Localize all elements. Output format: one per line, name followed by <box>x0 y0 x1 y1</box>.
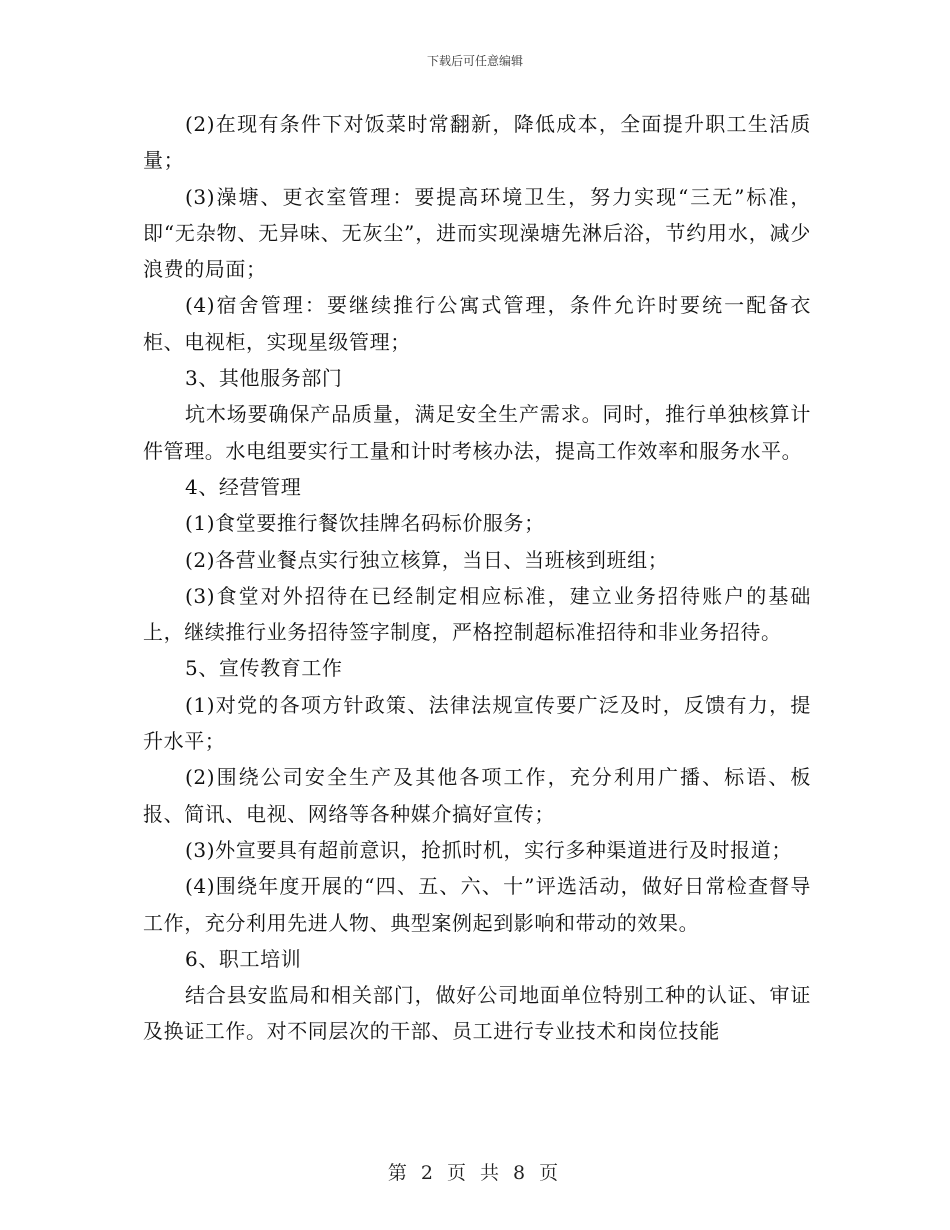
page-header: 下载后可任意编辑 <box>426 54 523 68</box>
paragraph: (3)澡塘、更衣室管理：要提高环境卫生，努力实现“三无”标准，即“无杂物、无异味、无灰尘”，进而实现澡塘先淋后浴，节约用水，减少浪费的局面； <box>143 184 811 282</box>
paragraph: (3)食堂对外招待在已经制定相应标准，建立业务招待账户的基础上，继续推行业务招待签字制度，严格控制超标准招待和非业务招待。 <box>143 583 811 645</box>
section-heading: 5、宣传教育工作 <box>185 656 343 681</box>
paragraph: (2)围绕公司安全生产及其他各项工作，充分利用广播、标语、板报、简讯、电视、网络等各种媒介搞好宣传； <box>143 765 811 826</box>
paragraph: (4)围绕年度开展的“四、五、六、十”评选活动，做好日常检查督导工作，充分利用先进人物、典型案例起到影响和带动的效果。 <box>143 874 811 935</box>
section-heading: 4、经营管理 <box>185 474 302 499</box>
page-footer: 第 2 页 共 8 页 <box>387 1162 563 1184</box>
paragraph: (2)在现有条件下对饭菜时常翻新，降低成本，全面提升职工生活质量； <box>143 112 811 173</box>
paragraph: 结合县安监局和相关部门，做好公司地面单位特别工种的认证、审证及换证工作。对不同层次的干部、员工进行专业技术和岗位技能 <box>143 983 811 1044</box>
paragraph: (1)食堂要推行餐饮挂牌名码标价服务； <box>185 511 545 536</box>
document-body <box>143 106 811 1050</box>
section-heading: 6、职工培训 <box>185 946 302 971</box>
paragraph: 坑木场要确保产品质量，满足安全生产需求。同时，推行单独核算计件管理。水电组要实行工量和计时考核办法，提高工作效率和服务水平。 <box>143 402 811 463</box>
paragraph: (3)外宣要具有超前意识，抢抓时机，实行多种渠道进行及时报道； <box>185 837 792 862</box>
paragraph: (1)对党的各项方针政策、法律法规宣传要广泛及时，反馈有力，提升水平； <box>143 692 811 754</box>
paragraph: (4)宿舍管理：要继续推行公寓式管理，条件允许时要统一配备衣柜、电视柜，实现星级管理； <box>143 293 811 354</box>
paragraph: (2)各营业餐点实行独立核算，当日、当班核到班组； <box>185 547 669 572</box>
section-heading: 3、其他服务部门 <box>185 366 343 391</box>
